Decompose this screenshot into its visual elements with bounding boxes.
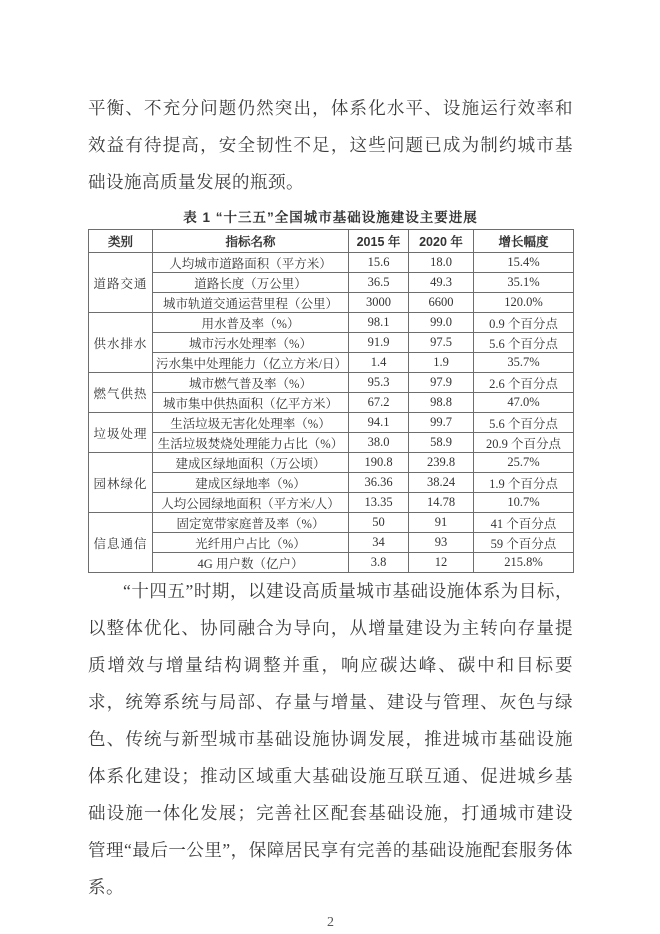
value-2020-cell: 6600: [409, 293, 474, 313]
value-2020-cell: 93: [409, 533, 474, 553]
value-2015-cell: 38.0: [349, 433, 409, 453]
page-number: 2: [327, 915, 334, 930]
value-2015-cell: 36.5: [349, 273, 409, 293]
indicator-cell: 污水集中处理能力（亿立方米/日）: [153, 353, 349, 373]
header-growth: 增长幅度: [474, 230, 574, 253]
growth-cell: 120.0%: [474, 293, 574, 313]
value-2015-cell: 190.8: [349, 453, 409, 473]
indicator-cell: 建成区绿地面积（万公顷）: [153, 453, 349, 473]
growth-cell: 5.6 个百分点: [474, 413, 574, 433]
growth-cell: 20.9 个百分点: [474, 433, 574, 453]
value-2020-cell: 97.5: [409, 333, 474, 353]
growth-cell: 1.9 个百分点: [474, 473, 574, 493]
table-row: [89, 353, 574, 373]
indicator-cell: 用水普及率（%）: [153, 313, 349, 333]
table-row: [89, 273, 574, 293]
indicator-cell: 建成区绿地率（%）: [153, 473, 349, 493]
value-2020-cell: 1.9: [409, 353, 474, 373]
value-2015-cell: 36.36: [349, 473, 409, 493]
table-row: [89, 253, 574, 273]
value-2015-cell: 3000: [349, 293, 409, 313]
indicator-cell: 人均城市道路面积（平方米）: [153, 253, 349, 273]
table-row: [89, 453, 574, 473]
table-row: [89, 333, 574, 353]
table-row: [89, 313, 574, 333]
header-category: 类别: [89, 230, 153, 253]
paragraph-top: 平衡、不充分问题仍然突出，体系化水平、设施运行效率和效益有待提高，安全韧性不足，这些问题已成为制约城市基础设施高质量发展的瓶颈。: [88, 98, 573, 192]
growth-cell: 59 个百分点: [474, 533, 574, 553]
header-2015: 2015 年: [349, 230, 409, 253]
value-2020-cell: 98.8: [409, 393, 474, 413]
indicator-cell: 固定宽带家庭普及率（%）: [153, 513, 349, 533]
growth-cell: 35.1%: [474, 273, 574, 293]
table-row: [89, 293, 574, 313]
table-row: [89, 553, 574, 573]
growth-cell: 25.7%: [474, 453, 574, 473]
indicator-cell: 城市污水处理率（%）: [153, 333, 349, 353]
category-cell: 垃圾处理: [89, 413, 153, 453]
value-2020-cell: 91: [409, 513, 474, 533]
growth-cell: 47.0%: [474, 393, 574, 413]
growth-cell: 15.4%: [474, 253, 574, 273]
indicator-cell: 4G 用户数（亿户）: [153, 553, 349, 573]
growth-cell: 0.9 个百分点: [474, 313, 574, 333]
paragraph-bottom: “十四五”时期，以建设高质量城市基础设施体系为目标，以整体优化、协同融合为导向，从增量建设为主转向存量提质增效与增量结构调整并重，响应碳达峰、碳中和目标要求，统筹系统与局部、存量与增量、建设与管理、灰色与绿色、传统与新型城市基础设施协调发展，推进城市基础设施体系化建设；推动区域重大基础设施互联互通、促进城乡基础设施一体化发展；完善社区配套基础设施，打通城市建设管理“最后一公里”，保障居民享有完善的基础设施配套服务体系。: [88, 581, 573, 897]
category-cell: 供水排水: [89, 313, 153, 373]
indicator-cell: 生活垃圾无害化处理率（%）: [153, 413, 349, 433]
header-indicator: 指标名称: [153, 230, 349, 253]
indicator-cell: 人均公园绿地面积（平方米/人）: [153, 493, 349, 513]
value-2015-cell: 15.6: [349, 253, 409, 273]
growth-cell: 35.7%: [474, 353, 574, 373]
indicator-cell: 城市轨道交通运营里程（公里）: [153, 293, 349, 313]
value-2020-cell: 99.7: [409, 413, 474, 433]
value-2015-cell: 3.8: [349, 553, 409, 573]
table-row: [89, 493, 574, 513]
value-2015-cell: 13.35: [349, 493, 409, 513]
table-row: [89, 433, 574, 453]
value-2015-cell: 95.3: [349, 373, 409, 393]
growth-cell: 215.8%: [474, 553, 574, 573]
category-cell: 道路交通: [89, 253, 153, 313]
value-2020-cell: 12: [409, 553, 474, 573]
value-2015-cell: 50: [349, 513, 409, 533]
value-2015-cell: 94.1: [349, 413, 409, 433]
table-row: [89, 413, 574, 433]
value-2015-cell: 91.9: [349, 333, 409, 353]
value-2015-cell: 98.1: [349, 313, 409, 333]
value-2020-cell: 97.9: [409, 373, 474, 393]
growth-cell: 5.6 个百分点: [474, 333, 574, 353]
indicator-cell: 城市集中供热面积（亿平方米）: [153, 393, 349, 413]
growth-cell: 41 个百分点: [474, 513, 574, 533]
value-2015-cell: 67.2: [349, 393, 409, 413]
indicator-cell: 城市燃气普及率（%）: [153, 373, 349, 393]
indicator-cell: 道路长度（万公里）: [153, 273, 349, 293]
growth-cell: 2.6 个百分点: [474, 373, 574, 393]
growth-cell: 10.7%: [474, 493, 574, 513]
category-cell: 燃气供热: [89, 373, 153, 413]
header-2020: 2020 年: [409, 230, 474, 253]
indicator-cell: 光纤用户占比（%）: [153, 533, 349, 553]
value-2020-cell: 99.0: [409, 313, 474, 333]
category-cell: 信息通信: [89, 513, 153, 573]
table-row: [89, 533, 574, 553]
value-2020-cell: 49.3: [409, 273, 474, 293]
table-row: [89, 393, 574, 413]
value-2015-cell: 1.4: [349, 353, 409, 373]
infrastructure-progress-table: [88, 229, 574, 573]
category-cell: 园林绿化: [89, 453, 153, 513]
table-row: [89, 513, 574, 533]
value-2020-cell: 18.0: [409, 253, 474, 273]
value-2020-cell: 239.8: [409, 453, 474, 473]
table-header-row: [89, 230, 574, 253]
value-2020-cell: 14.78: [409, 493, 474, 513]
table-header: [89, 230, 574, 253]
table-row: [89, 473, 574, 493]
indicator-cell: 生活垃圾焚烧处理能力占比（%）: [153, 433, 349, 453]
value-2020-cell: 58.9: [409, 433, 474, 453]
table-body: [89, 253, 574, 573]
value-2020-cell: 38.24: [409, 473, 474, 493]
table-title: 表 1 “十三五”全国城市基础设施建设主要进展: [183, 210, 478, 225]
table-row: [89, 373, 574, 393]
value-2015-cell: 34: [349, 533, 409, 553]
